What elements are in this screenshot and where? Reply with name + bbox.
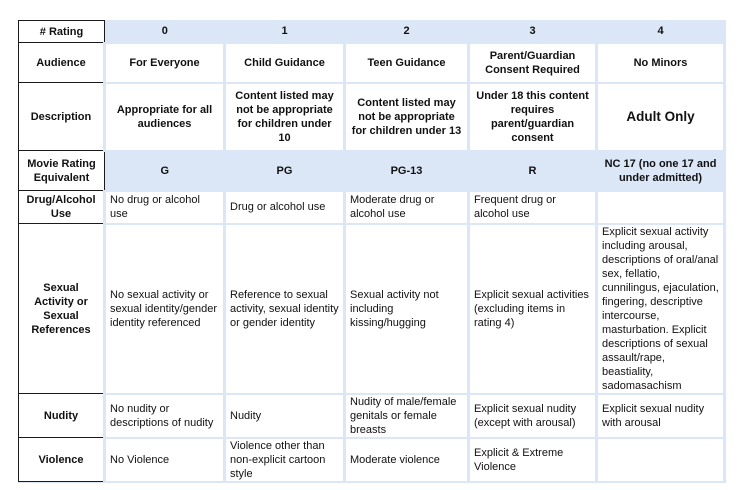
drug-cell-4	[597, 191, 725, 224]
description-cell-2: Content listed may not be appropriate for children under 13	[345, 83, 469, 151]
drug-cell-0: No drug or alcohol use	[105, 191, 225, 224]
description-cell-4: Adult Only	[597, 83, 725, 151]
sexual-cell-4: Explicit sexual activity including arousal, descriptions of oral/anal sex, fellatio, cunnilingus, ejaculation, fingering, descriptive intercourse, masturbation. Explicit descriptions of sexual assault/rape, beastiality, sadomasachism	[597, 224, 725, 394]
nudity-row	[19, 394, 725, 438]
violence-cell-4	[597, 438, 725, 482]
audience-cell-1: Child Guidance	[225, 43, 345, 83]
audience-cell-3: Parent/Guardian Consent Required	[469, 43, 597, 83]
rating-number-3: 3	[469, 21, 597, 43]
content-rating-table	[18, 20, 726, 483]
drug-cell-2: Moderate drug or alcohol use	[345, 191, 469, 224]
description-cell-0: Appropriate for all audiences	[105, 83, 225, 151]
rating-row	[19, 21, 725, 43]
sexual-cell-0: No sexual activity or sexual identity/gender identity referenced	[105, 224, 225, 394]
violence-cell-0: No Violence	[105, 438, 225, 482]
row-header-description: Description	[19, 83, 105, 151]
nudity-cell-3: Explicit sexual nudity (except with arousal)	[469, 394, 597, 438]
sexual-row	[19, 224, 725, 394]
drug-row	[19, 191, 725, 224]
movie-rating-cell-4: NC 17 (no one 17 and under admitted)	[597, 151, 725, 191]
row-header-audience: Audience	[19, 43, 105, 83]
rating-number-4: 4	[597, 21, 725, 43]
violence-cell-1: Violence other than non-explicit cartoon style	[225, 438, 345, 482]
row-header-movie: Movie Rating Equivalent	[19, 151, 105, 191]
sexual-cell-3: Explicit sexual activities (excluding items in rating 4)	[469, 224, 597, 394]
sexual-cell-1: Reference to sexual activity, sexual identity or gender identity	[225, 224, 345, 394]
nudity-cell-4: Explicit sexual nudity with arousal	[597, 394, 725, 438]
drug-cell-1: Drug or alcohol use	[225, 191, 345, 224]
movie-rating-cell-1: PG	[225, 151, 345, 191]
nudity-cell-1: Nudity	[225, 394, 345, 438]
audience-cell-0: For Everyone	[105, 43, 225, 83]
description-cell-1: Content listed may not be appropriate for children under 10	[225, 83, 345, 151]
description-cell-3: Under 18 this content requires parent/guardian consent	[469, 83, 597, 151]
violence-cell-2: Moderate violence	[345, 438, 469, 482]
row-header-nudity: Nudity	[19, 394, 105, 438]
audience-row	[19, 43, 725, 83]
rating-number-1: 1	[225, 21, 345, 43]
movie-rating-cell-0: G	[105, 151, 225, 191]
rating-number-0: 0	[105, 21, 225, 43]
row-header-violence: Violence	[19, 438, 105, 482]
row-header-rating: # Rating	[19, 21, 105, 43]
violence-cell-3: Explicit & Extreme Violence	[469, 438, 597, 482]
description-row	[19, 83, 725, 151]
audience-cell-2: Teen Guidance	[345, 43, 469, 83]
row-header-sexual: Sexual Activity or Sexual References	[19, 224, 105, 394]
nudity-cell-2: Nudity of male/female genitals or female breasts	[345, 394, 469, 438]
audience-cell-4: No Minors	[597, 43, 725, 83]
sexual-cell-2: Sexual activity not including kissing/hugging	[345, 224, 469, 394]
row-header-drug: Drug/Alcohol Use	[19, 191, 105, 224]
movie-rating-row	[19, 151, 725, 191]
violence-row	[19, 438, 725, 482]
drug-cell-3: Frequent drug or alcohol use	[469, 191, 597, 224]
rating-number-2: 2	[345, 21, 469, 43]
nudity-cell-0: No nudity or descriptions of nudity	[105, 394, 225, 438]
movie-rating-cell-2: PG-13	[345, 151, 469, 191]
rating-table-container	[18, 20, 726, 483]
movie-rating-cell-3: R	[469, 151, 597, 191]
